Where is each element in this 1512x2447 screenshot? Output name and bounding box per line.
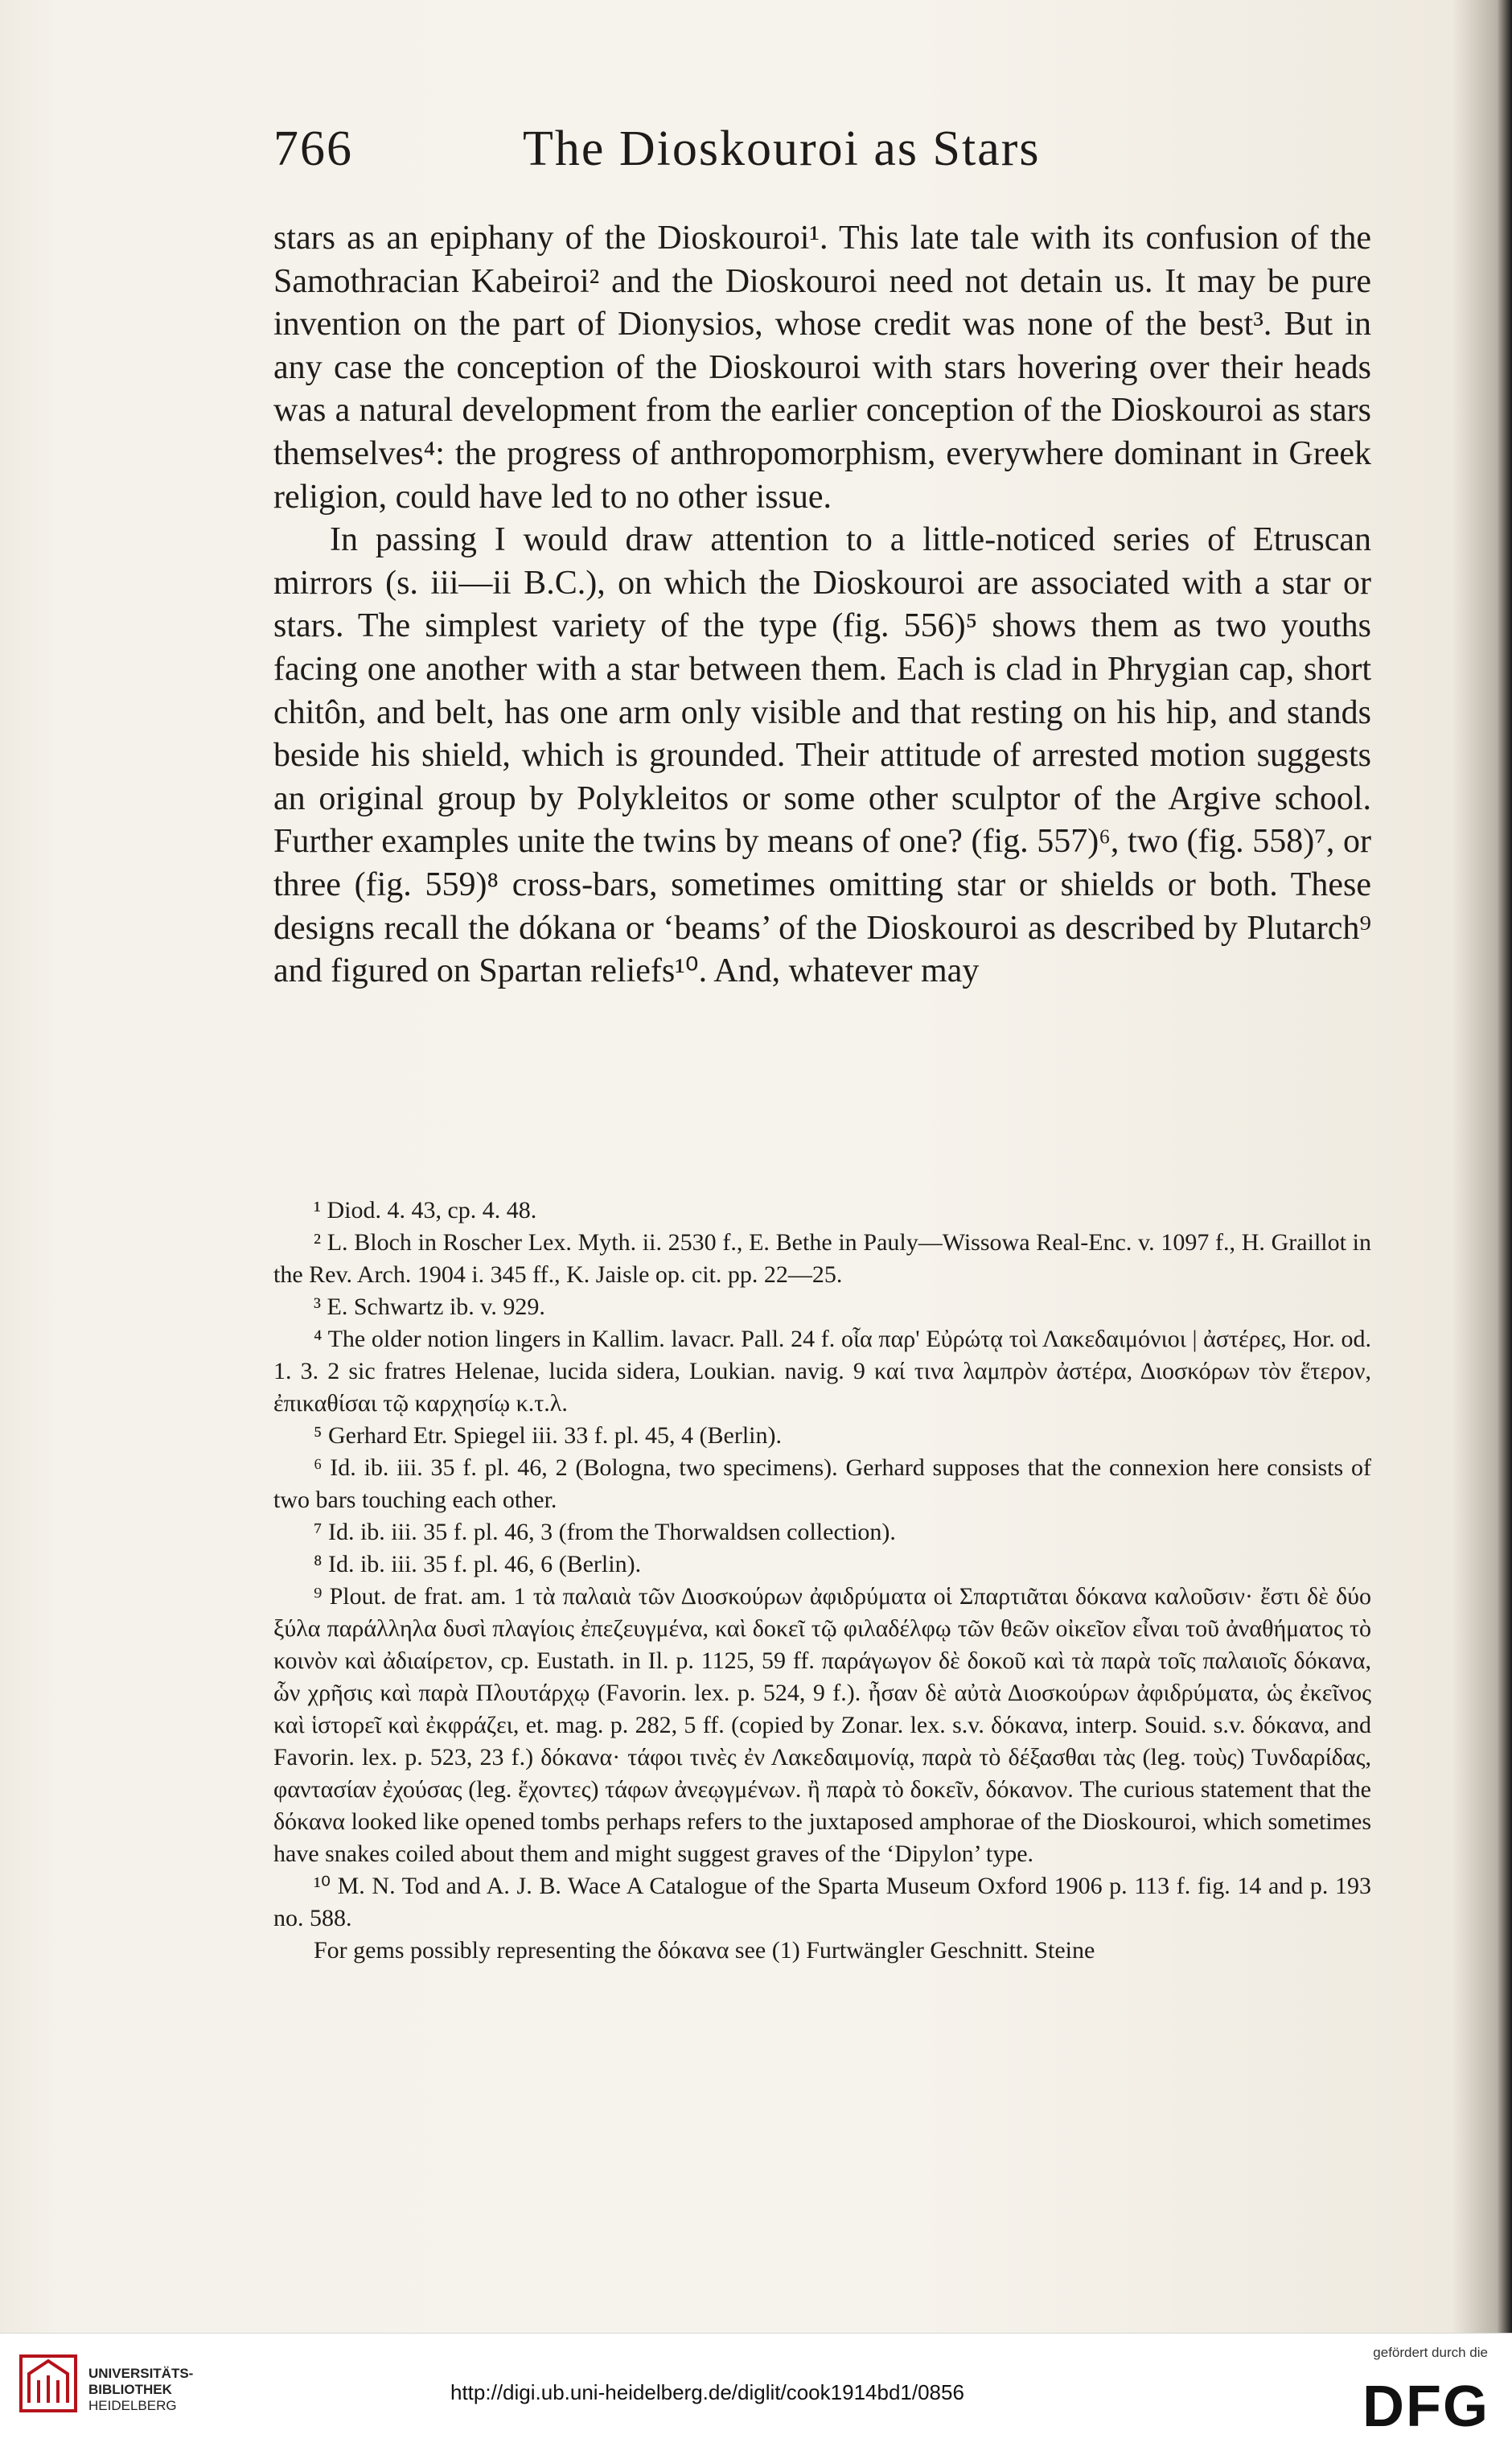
main-text bbox=[273, 217, 1371, 993]
page-number: 766 bbox=[273, 121, 353, 176]
footnote: ² L. Bloch in Roscher Lex. Myth. ii. 2530 f., E. Bethe in Pauly—Wissowa Real-Enc. v. 1097 f., H. Graillot in the Rev. Arch. 1904 i. 345 ff., K. Jaisle op. cit. pp. 22—25. bbox=[273, 1229, 1371, 1288]
document-url-link[interactable]: http://digi.ub.uni-heidelberg.de/diglit/cook1914bd1/0856 bbox=[450, 2380, 964, 2404]
footnote: For gems possibly representing the δόκανα see (1) Furtwängler Geschnitt. Steine bbox=[314, 1937, 1095, 1964]
footnote: ¹ Diod. 4. 43, cp. 4. 48. bbox=[314, 1197, 537, 1224]
paragraph: stars as an epiphany of the Dioskouroi¹. This late tale with its confusion of the Samothracian Kabeiroi² and the Dioskouroi need not detain us. It may be pure invention on the part of Dionysios, whose credit was none of the best³. But in any case the conception of the Dioskouroi with stars hovering over their heads was a natural development from the earlier conception of the Dioskouroi as stars themselves⁴: the progress of anthropomorphism, everywhere dominant in Greek religion, could have led to no other issue. bbox=[273, 220, 1371, 516]
footnotes bbox=[273, 1195, 1371, 1967]
running-head: The Dioskouroi as Stars bbox=[523, 121, 1041, 176]
viewer-footer bbox=[0, 2333, 1512, 2447]
footnote: ¹⁰ M. N. Tod and A. J. B. Wace A Catalogue of the Sparta Museum Oxford 1906 p. 113 f. fig. 14 and p. 193 no. 588. bbox=[273, 1873, 1371, 1931]
footnote: ³ E. Schwartz ib. v. 929. bbox=[314, 1293, 545, 1320]
footnote: ⁶ Id. ib. iii. 35 f. pl. 46, 2 (Bologna, two specimens). Gerhard supposes that the connexion here consists of two bars touching each other. bbox=[273, 1454, 1371, 1513]
footnote: ⁴ The older notion lingers in Kallim. lavacr. Pall. 24 f. οἷα παρ' Εὐρώτᾳ τοὶ Λακεδαιμόνιοι | ἀστέρες, Hor. od. 1. 3. 2 sic fratres Helenae, lucida sidera, Loukian. navig. 9 καί τινα λαμπρὸν ἀστέρα, Διοσκόρων τὸν ἕτερον, ἐπικαθίσαι τῷ καρχησίῳ κ.τ.λ. bbox=[273, 1326, 1371, 1417]
footnote: ⁹ Plout. de frat. am. 1 τὰ παλαιὰ τῶν Διοσκούρων ἀφιδρύματα οἱ Σπαρτιᾶται δόκανα καλοῦσιν· ἔστι δὲ δύο ξύλα παράλληλα δυσὶ πλαγίοις ἐπεζευγμένα, καὶ δοκεῖ τῷ φιλαδέλφῳ τῶν θεῶν οἰκεῖον εἶναι τοῦ ἀναθήματος τὸ κοινὸν καὶ ἀδιαίρετον, cp. Eustath. in Il. p. 1125, 59 ff. παράγωγον δὲ δοκοῦ καὶ τὰ παρὰ τοῖς παλαιοῖς δόκανα, ὧν χρῆσις καὶ παρὰ Πλουτάρχῳ (Favorin. lex. p. 524, 9 f.). ἦσαν δὲ αὐτὰ Διοσκούρων ἀφιδρύματα, ὡς ἐκεῖνος καὶ ἱστορεῖ καὶ ἐκφράζει, et. mag. p. 282, 5 ff. (copied by Zonar. lex. s.v. δόκανα, interp. Souid. s.v. δόκανα, and Favorin. lex. p. 523, 23 f.) δόκανα· τάφοι τινὲς ἐν Λακεδαιμονίᾳ, παρὰ τὸ δέξασθαι τὰς (leg. τοὺς) Τυνδαρίδας, φαντασίαν ἐχούσας (leg. ἔχοντες) τάφων ἀνεῳγμένων. ἢ παρὰ τὸ δοκεῖν, δόκανον. The curious statement that the δόκανα looked like opened tombs perhaps refers to the juxtaposed amphorae of the Dioskouroi, which sometimes have snakes coiled about them and might suggest graves of the ‘Dipylon’ type. bbox=[273, 1583, 1371, 1867]
university-library-name: UNIVERSITÄTS- BIBLIOTHEK HEIDELBERG bbox=[88, 2366, 194, 2413]
footnote: ⁵ Gerhard Etr. Spiegel iii. 33 f. pl. 45, 4 (Berlin). bbox=[314, 1422, 783, 1449]
funding-note: gefördert durch die bbox=[1373, 2345, 1488, 2360]
page-header bbox=[273, 121, 1367, 209]
paragraph: In passing I would draw attention to a little-noticed series of Etruscan mirrors (s. iii—ii B.C.), on which the Dioskouroi are associated with a star or stars. The simplest variety of the type (fig. 556)⁵ shows them as two youths facing one another with a star between them. Each is clad in Phrygian cap, short chitôn, and belt, has one arm only visible and that resting on his hip, and stands beside his shield, which is grounded. Their attitude of arrested motion suggests an original group by Polykleitos or some other sculptor of the Argive school. Further examples unite the twins by means of one? (fig. 557)⁶, two (fig. 558)⁷, or three (fig. 559)⁸ cross-bars, sometimes omitting star or shields or both. These designs recall the dókana or ‘beams’ of the Dioskouroi as described by Plutarch⁹ and figured on Spartan reliefs¹⁰. And, whatever may bbox=[273, 521, 1371, 990]
dfg-logo: DFG bbox=[1362, 2375, 1489, 2439]
footnote: ⁷ Id. ib. iii. 35 f. pl. 46, 3 (from the Thorwaldsen collection). bbox=[314, 1519, 896, 1545]
university-library-logo-icon bbox=[16, 2351, 80, 2416]
footnote: ⁸ Id. ib. iii. 35 f. pl. 46, 6 (Berlin). bbox=[314, 1551, 642, 1577]
